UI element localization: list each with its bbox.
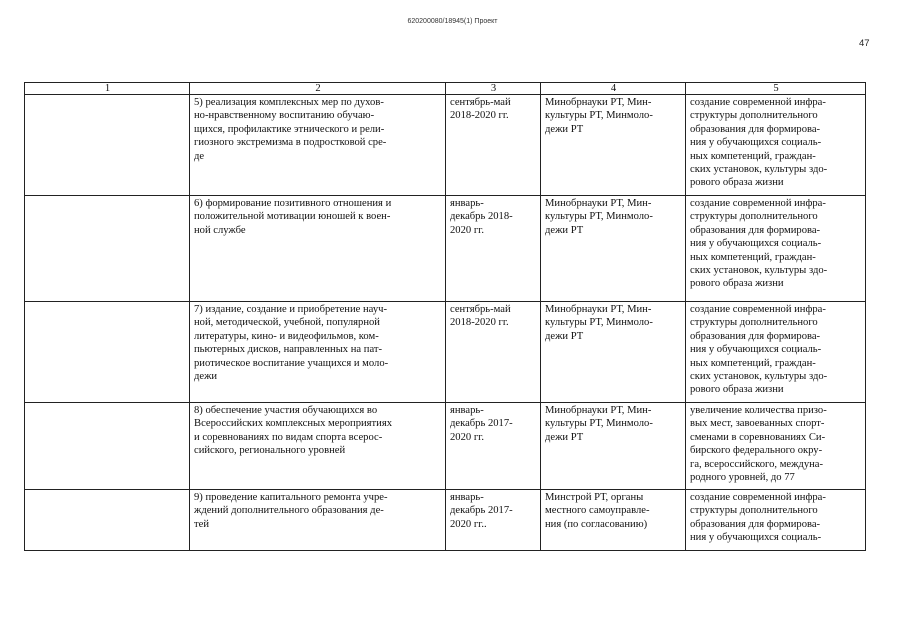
column-header-1: 1 — [25, 83, 190, 95]
measure-cell — [190, 403, 446, 490]
result-cell — [686, 403, 866, 490]
period-text: январь- декабрь 2017- 2020 гг.. — [450, 492, 513, 530]
table-row — [25, 302, 866, 403]
measure-text: 6) формирование позитивного отношения и положительной мотивации юношей к воен- ной службе — [194, 198, 392, 236]
period-text: сентябрь-май 2018-2020 гг. — [450, 304, 511, 329]
period-cell — [446, 196, 541, 302]
column-number-header-row — [25, 83, 866, 95]
document-id: 620200080/18945(1) Проект — [407, 18, 498, 25]
column-header-2: 2 — [190, 83, 446, 95]
table-row — [25, 490, 866, 551]
measure-text: 9) проведение капитального ремонта учре- ждений дополнительного образования де- тей — [194, 492, 388, 530]
result-cell — [686, 95, 866, 196]
executor-cell — [541, 196, 686, 302]
empty-cell — [25, 302, 190, 403]
table-row — [25, 95, 866, 196]
page-number: 47 — [859, 38, 870, 49]
result-text: создание современной инфра- структуры дополнительного образования для формирова- ния у обучающихся социаль- — [690, 492, 826, 544]
empty-cell — [25, 403, 190, 490]
result-text: создание современной инфра- структуры дополнительного образования для формирова- ния у обучающихся социаль- ных компетенций, граждан- ских установок, культуры здо- рового образа жизни — [690, 198, 828, 290]
table-row — [25, 403, 866, 490]
result-cell — [686, 302, 866, 403]
measure-text: 5) реализация комплексных мер по духов- но-нравственному воспитанию обучаю- щихся, профилактике этнического и рели- гиозного экстремизма в подростковой сре- де — [194, 97, 387, 162]
measure-cell — [190, 490, 446, 551]
measure-cell — [190, 302, 446, 403]
table-row — [25, 196, 866, 302]
empty-cell — [25, 490, 190, 551]
period-cell — [446, 95, 541, 196]
executor-cell — [541, 490, 686, 551]
executor-cell — [541, 403, 686, 490]
period-cell — [446, 302, 541, 403]
measure-text: 7) издание, создание и приобретение науч- ной, методической, учебной, популярной литературы, кино- и видеофильмов, ком- пьютерных дисков, направленных на пат- риотическое воспитание учащихся и моло- дежи — [194, 304, 389, 383]
column-header-3: 3 — [446, 83, 541, 95]
period-cell — [446, 403, 541, 490]
executor-cell — [541, 302, 686, 403]
period-cell — [446, 490, 541, 551]
executor-cell — [541, 95, 686, 196]
empty-cell — [25, 196, 190, 302]
period-text: январь- декабрь 2018- 2020 гг. — [450, 198, 513, 236]
result-text: создание современной инфра- структуры дополнительного образования для формирова- ния у обучающихся социаль- ных компетенций, граждан- ских установок, культуры здо- рового образа жизни — [690, 97, 828, 189]
result-text: создание современной инфра- структуры дополнительного образования для формирова- ния у обучающихся социаль- ных компетенций, граждан- ских установок, культуры здо- рового образа жизни — [690, 304, 828, 396]
measure-cell — [190, 95, 446, 196]
measures-table — [24, 82, 866, 551]
result-cell — [686, 490, 866, 551]
executor-text: Минобрнауки РТ, Мин- культуры РТ, Минмоло- дежи РТ — [545, 405, 653, 443]
empty-cell — [25, 95, 190, 196]
measure-text: 8) обеспечение участия обучающихся во Всероссийских комплексных мероприятиях и соревнованиях по видам спорта всерос- сийского, регионального уровней — [194, 405, 393, 457]
result-text: увеличение количества призо- вых мест, завоеванных спорт- сменами в соревнованиях Си- бирского федерального окру- га, всероссийского, междуна- родного уровней, до 77 — [690, 405, 827, 484]
executor-text: Минстрой РТ, органы местного самоуправле- ния (по согласованию) — [545, 492, 650, 530]
column-header-4: 4 — [541, 83, 686, 95]
period-text: январь- декабрь 2017- 2020 гг. — [450, 405, 513, 443]
measure-cell — [190, 196, 446, 302]
executor-text: Минобрнауки РТ, Мин- культуры РТ, Минмоло- дежи РТ — [545, 97, 653, 135]
period-text: сентябрь-май 2018-2020 гг. — [450, 97, 511, 122]
result-cell — [686, 196, 866, 302]
column-header-5: 5 — [686, 83, 866, 95]
cell-text — [29, 491, 186, 550]
executor-text: Минобрнауки РТ, Мин- культуры РТ, Минмоло- дежи РТ — [545, 198, 653, 236]
executor-text: Минобрнауки РТ, Мин- культуры РТ, Минмоло- дежи РТ — [545, 304, 653, 342]
